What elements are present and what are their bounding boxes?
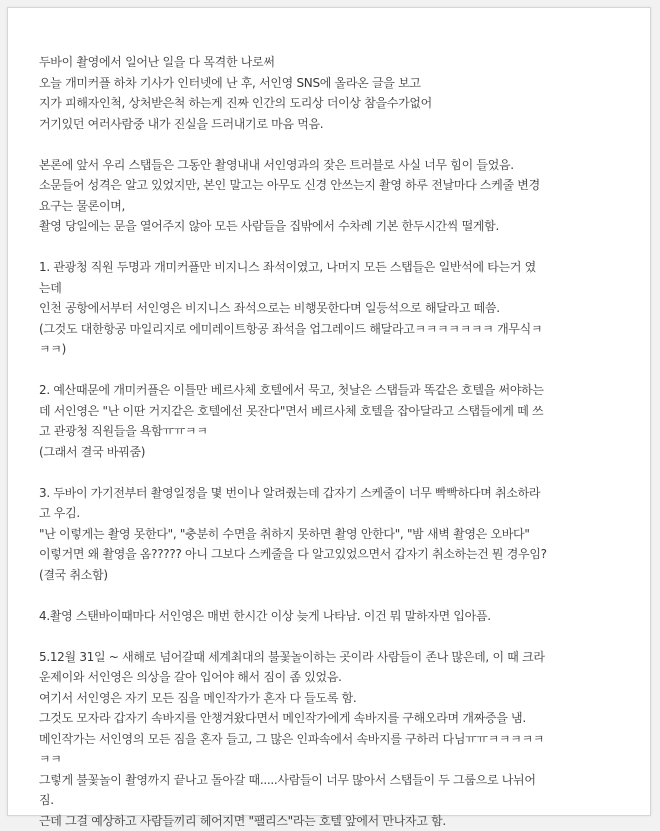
text-line: 운제이와 서인영은 의상을 갈아 입어야 해서 짐이 좀 있었음.: [39, 667, 633, 688]
text-line: 소문들어 성격은 알고 있었지만, 본인 말고는 아무도 신경 안쓰는지 촬영 하루 전날마다 스케줄 변경: [39, 175, 633, 196]
text-line: 여기서 서인영은 자기 모든 짐을 메인작가가 혼자 다 들도록 함.: [39, 688, 633, 709]
text-line: ㅋㅋ): [39, 339, 633, 360]
text-line: 짐.: [39, 790, 633, 811]
text-line: 2. 예산때문에 개미커플은 이틀만 베르사체 호텔에서 묵고, 첫날은 스탭들과 똑같은 호텔을 써야하는: [39, 380, 633, 401]
paragraph: [39, 257, 633, 360]
paragraph-spacer: [39, 626, 633, 647]
text-line: 그렇게 불꽃놀이 촬영까지 끝나고 돌아갈 때.....사람들이 너무 많아서 스탭들이 두 그룹으로 나뉘어: [39, 770, 633, 791]
text-line: 고 우김.: [39, 503, 633, 524]
text-line: 오늘 개미커플 하차 기사가 인터넷에 난 후, 서인영 SNS에 올라온 글을 보고: [39, 73, 633, 94]
text-line: 그것도 모자라 갑자기 속바지를 안챙겨왔다면서 메인작가에게 속바지를 구해오라며 개짜증을 냄.: [39, 708, 633, 729]
paragraph: [39, 52, 633, 134]
paragraph: [39, 647, 633, 831]
document-page: [7, 7, 651, 816]
paragraph: [39, 380, 633, 462]
text-line: 1. 관광청 직원 두명과 개미커플만 비지니스 좌석이였고, 나머지 모든 스탭들은 일반석에 타는거 였: [39, 257, 633, 278]
text-line: (그래서 결국 바꿔줌): [39, 442, 633, 463]
text-line: 3. 두바이 가기전부터 촬영일정을 몇 번이나 알려줬는데 갑자기 스케줄이 너무 빡빡하다며 취소하라: [39, 483, 633, 504]
text-line: 4.촬영 스탠바이때마다 서인영은 매번 한시간 이상 늦게 나타남. 이건 뭐 말하자면 입아픔.: [39, 606, 633, 627]
text-line: 는데: [39, 278, 633, 299]
text-line: (그것도 대한항공 마일리지로 에미레이트항공 좌석을 업그레이드 해달라고ㅋㅋㅋㅋㅋㅋㅋ 개무식ㅋ: [39, 319, 633, 340]
text-line: "난 이렇게는 촬영 못한다", "충분히 수면을 취하지 못하면 촬영 안한다", "밤 새벽 촬영은 오바다": [39, 524, 633, 545]
text-line: (결국 취소함): [39, 565, 633, 586]
paragraph-spacer: [39, 585, 633, 606]
text-line: 데 서인영은 "난 이딴 거지같은 호텔에선 못잔다"면서 베르사체 호텔을 잡아달라고 스탭들에게 떼 쓰: [39, 401, 633, 422]
text-line: 거기있던 여러사람중 내가 진실을 드러내기로 마음 먹음.: [39, 114, 633, 135]
paragraph: [39, 606, 633, 627]
post-body: [39, 52, 633, 831]
text-line: 고 관광청 직원들을 욕함ㅠㅠㅋㅋ: [39, 421, 633, 442]
paragraph: [39, 155, 633, 237]
text-line: 인천 공항에서부터 서인영은 비지니스 좌석으로는 비행못한다며 일등석으로 해달라고 떼씀.: [39, 298, 633, 319]
text-line: 두바이 촬영에서 일어난 일을 다 목격한 나로써: [39, 52, 633, 73]
paragraph: [39, 483, 633, 586]
text-line: 본론에 앞서 우리 스탭들은 그동안 촬영내내 서인영과의 잦은 트러블로 사실 너무 힘이 들었음.: [39, 155, 633, 176]
text-line: 메인작가는 서인영의 모든 짐을 혼자 들고, 그 많은 인파속에서 속바지를 구하러 다님ㅠㅠㅋㅋㅋㅋㅋ: [39, 729, 633, 750]
text-line: 이렇거면 왜 촬영을 옴????? 아니 그보다 스케줄을 다 알고있었으면서 갑자기 취소하는건 뭔 경우임?: [39, 544, 633, 565]
paragraph-spacer: [39, 237, 633, 258]
paragraph-spacer: [39, 134, 633, 155]
text-line: ㅋㅋ: [39, 749, 633, 770]
text-line: 요구는 물론이며,: [39, 196, 633, 217]
text-line: 촬영 당일에는 문을 열어주지 않아 모든 사람들을 집밖에서 수차례 기본 한두시간씩 떨게함.: [39, 216, 633, 237]
text-line: 근데 그걸 예상하고 사람들끼리 헤어지면 "팰리스"라는 호텔 앞에서 만나자고 함.: [39, 811, 633, 831]
paragraph-spacer: [39, 360, 633, 381]
paragraph-spacer: [39, 462, 633, 483]
text-line: 5.12월 31일 ~ 새해로 넘어갈때 세계최대의 불꽃놀이하는 곳이라 사람들이 존나 많은데, 이 때 크라: [39, 647, 633, 668]
text-line: 지가 피해자인척, 상처받은척 하는게 진짜 인간의 도리상 더이상 참을수가없어: [39, 93, 633, 114]
